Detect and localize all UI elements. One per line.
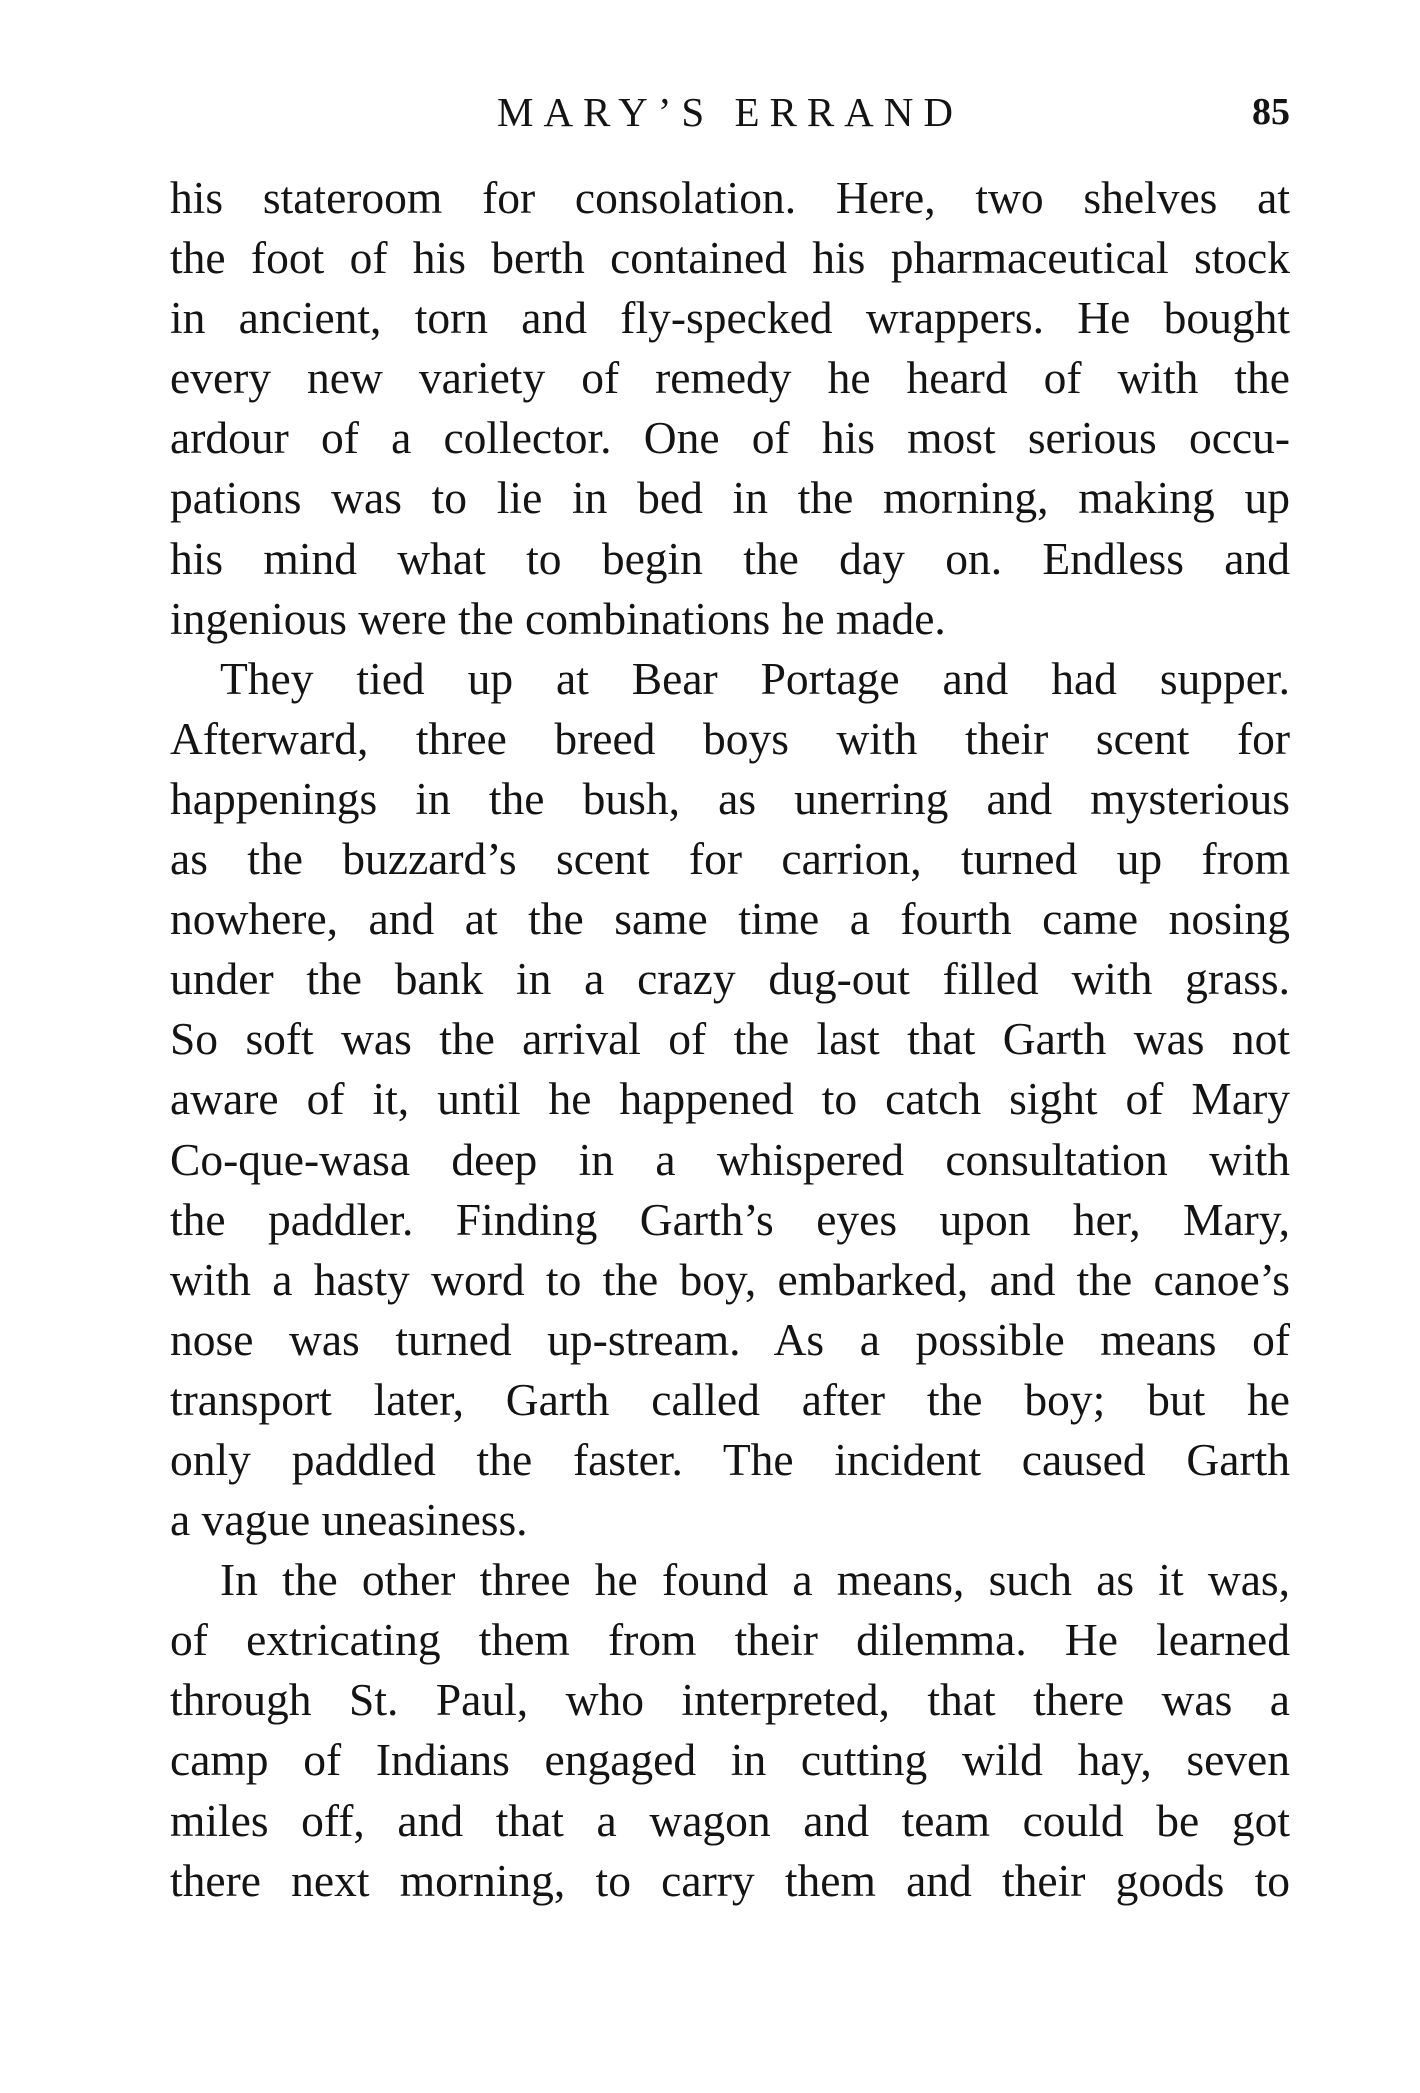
text-line: as the buzzard’s scent for carrion, turned up from [170, 833, 1290, 885]
text-line: ardour of a collector. One of his most serious occu- [170, 412, 1290, 464]
paragraph-2 [170, 649, 1290, 1550]
text-line: through St. Paul, who interpreted, that there was a [170, 1674, 1290, 1726]
text-line: there next morning, to carry them and their goods to [170, 1854, 1290, 1906]
text-line: nowhere, and at the same time a fourth came nosing [170, 893, 1290, 945]
running-title: MARY’S ERRAND [496, 89, 964, 135]
text-line: under the bank in a crazy dug-out filled with grass. [170, 953, 1290, 1005]
text-line: nose was turned up-stream. As a possible means of [170, 1313, 1290, 1365]
text-line: only paddled the faster. The incident caused Garth [170, 1433, 1290, 1485]
text-line: the paddler. Finding Garth’s eyes upon her, Mary, [170, 1193, 1290, 1245]
text-line: In the other three he found a means, such as it was, [220, 1554, 1290, 1606]
running-head [170, 82, 1290, 142]
text-line: They tied up at Bear Portage and had supper. [220, 652, 1290, 704]
text-line: ingenious were the combinations he made. [170, 592, 946, 644]
paragraph-3 [170, 1550, 1290, 1911]
text-line: transport later, Garth called after the boy; but he [170, 1373, 1290, 1425]
text-line: his stateroom for consolation. Here, two shelves at [170, 172, 1290, 223]
text-line: Afterward, three breed boys with their scent for [170, 712, 1290, 764]
text-line: aware of it, until he happened to catch sight of Mary [170, 1073, 1290, 1125]
text-line: So soft was the arrival of the last that Garth was not [170, 1013, 1290, 1065]
text-line: camp of Indians engaged in cutting wild hay, seven [170, 1734, 1290, 1786]
text-line: in ancient, torn and fly-specked wrappers. He bought [170, 292, 1290, 344]
text-line: miles off, and that a wagon and team could be got [170, 1794, 1290, 1846]
text-line: pations was to lie in bed in the morning, making up [170, 472, 1290, 524]
text-line: a vague uneasiness. [170, 1494, 528, 1546]
text-line: happenings in the bush, as unerring and mysterious [170, 772, 1290, 824]
body-text [170, 168, 1290, 1911]
paragraph-1 [170, 168, 1290, 649]
text-line: of extricating them from their dilemma. He learned [170, 1614, 1290, 1666]
page-number: 85 [1252, 91, 1290, 133]
text-line: every new variety of remedy he heard of with the [170, 352, 1290, 404]
text-line: the foot of his berth contained his pharmaceutical stock [170, 232, 1290, 284]
text-line: his mind what to begin the day on. Endless and [170, 532, 1290, 584]
text-line: with a hasty word to the boy, embarked, and the canoe’s [170, 1253, 1290, 1305]
text-line: Co-que-wasa deep in a whispered consultation with [170, 1133, 1290, 1185]
